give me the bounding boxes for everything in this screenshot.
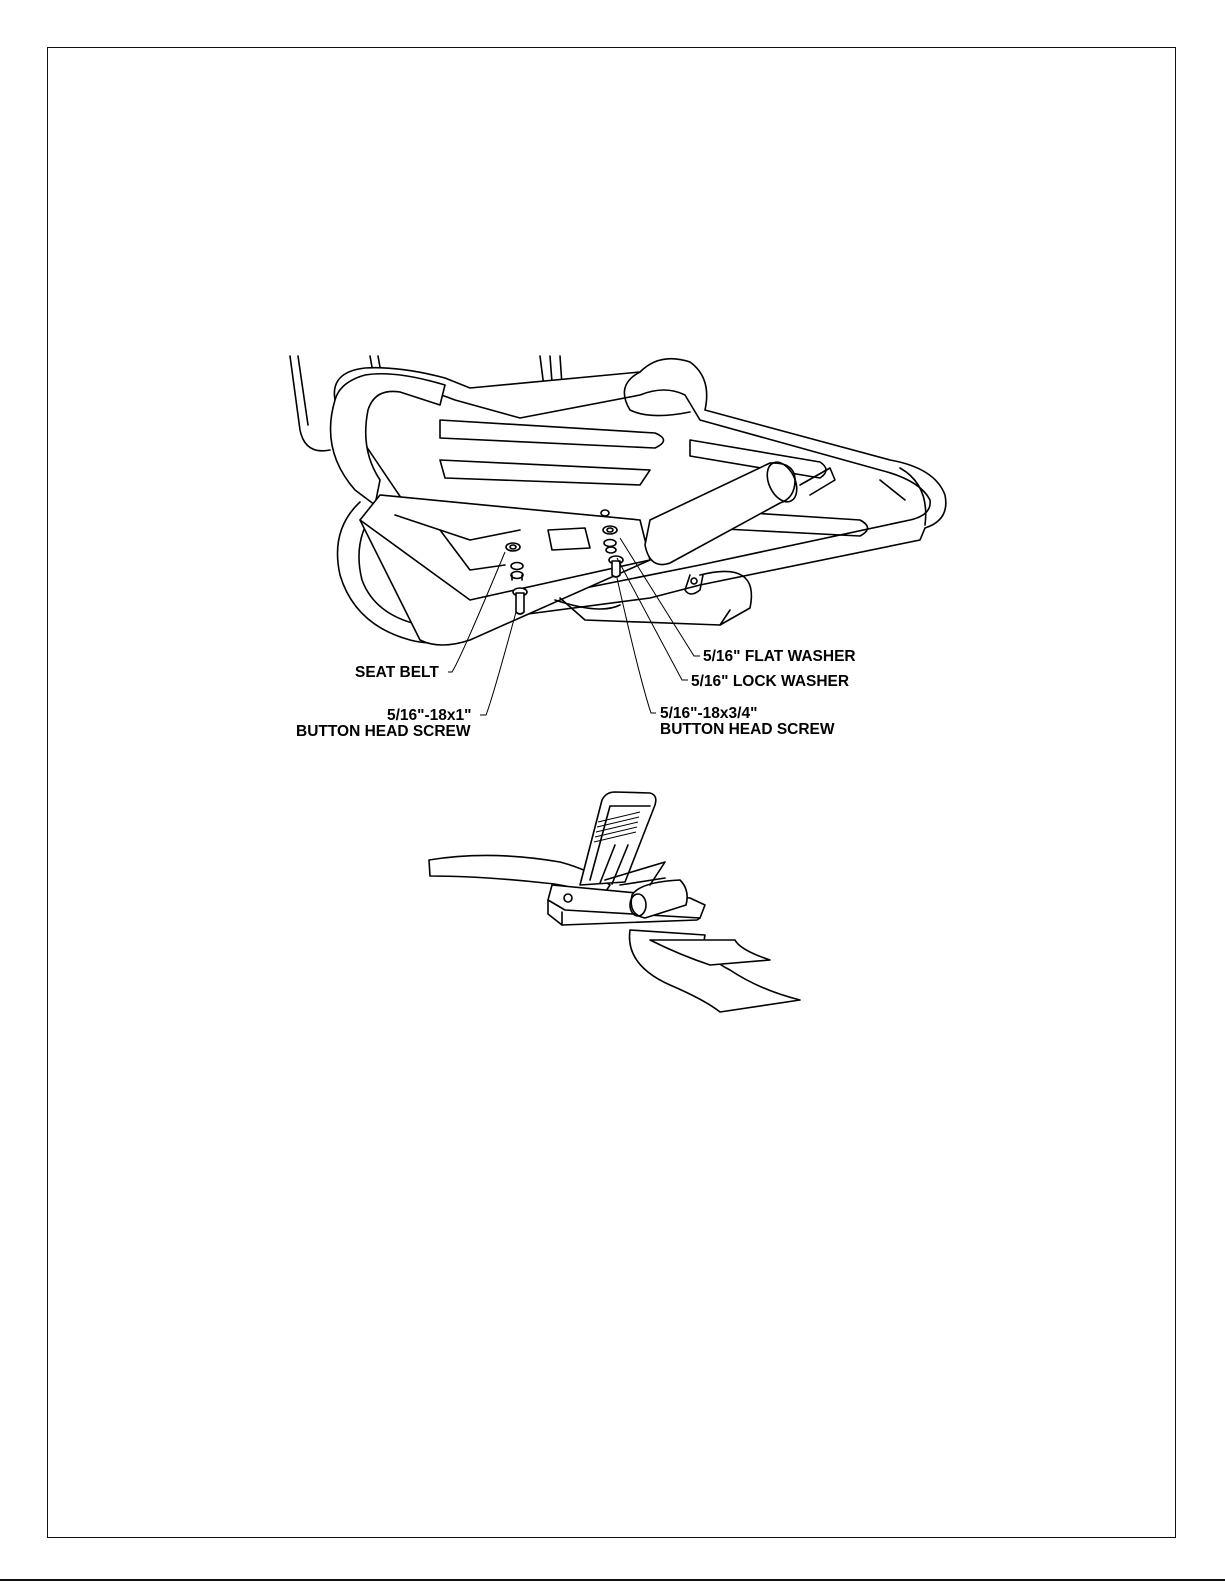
label-screw-1-size: 5/16"-18x1" — [387, 707, 472, 724]
assembly-labels — [296, 648, 856, 740]
label-flat-washer: 5/16" FLAT WASHER — [703, 648, 856, 665]
label-seat-belt: SEAT BELT — [355, 664, 439, 681]
label-lock-washer: 5/16" LOCK WASHER — [691, 673, 850, 690]
label-screw-1-type: BUTTON HEAD SCREW — [296, 723, 471, 740]
seat-assembly-drawing — [290, 356, 946, 740]
label-screw-2-size: 5/16"-18x3/4" — [660, 705, 758, 722]
label-screw-2-type: BUTTON HEAD SCREW — [660, 721, 835, 738]
seat-belt-buckle-detail — [429, 792, 800, 1012]
